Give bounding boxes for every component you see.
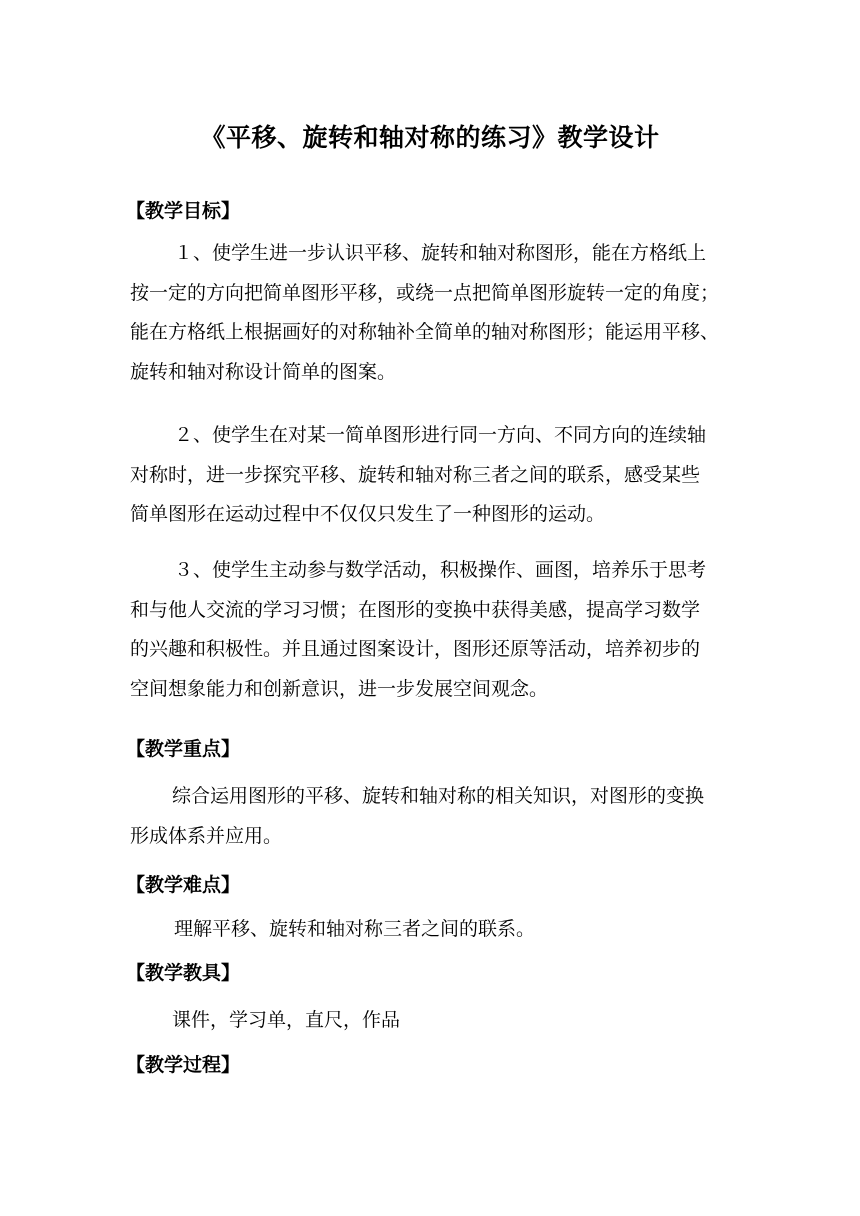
heading-objectives: 【教学目标】 — [126, 200, 241, 222]
paragraph-line: ３、使学生主动参与数学活动，积极操作、画图，培养乐于思考 — [174, 559, 707, 581]
paragraph-line: 简单图形在运动过程中不仅仅只发生了一种图形的运动。 — [130, 503, 606, 525]
paragraph-line: 对称时，进一步探究平移、旋转和轴对称三者之间的联系，感受某些 — [130, 463, 701, 486]
tools-text: 课件，学习单，直尺，作品 — [172, 1009, 401, 1031]
paragraph-line: 的兴趣和积极性。并且通过图案设计，图形还原等活动，培养初步的 — [130, 638, 701, 660]
paragraph-line: １、使学生进一步认识平移、旋转和轴对称图形，能在方格纸上 — [174, 242, 707, 264]
objectives-paragraph-1 — [130, 234, 740, 392]
objectives-paragraph-3 — [130, 551, 740, 709]
heading-process: 【教学过程】 — [126, 1054, 241, 1076]
key-points-paragraph — [130, 777, 740, 856]
document-title: 《平移、旋转和轴对称的练习》教学设计 — [200, 123, 660, 152]
paragraph-line: 综合运用图形的平移、旋转和轴对称的相关知识，对图形的变换 — [172, 785, 705, 807]
difficulties-text: 理解平移、旋转和轴对称三者之间的联系。 — [174, 918, 536, 940]
paragraph-line: 空间想象能力和创新意识，进一步发展空间观念。 — [130, 677, 549, 700]
paragraph-line: 能在方格纸上根据画好的对称轴补全简单的轴对称图形；能运用平移、 — [130, 321, 720, 343]
paragraph-line: 形成体系并应用。 — [130, 824, 283, 847]
heading-key-points: 【教学重点】 — [126, 738, 241, 760]
paragraph-line: 和与他人交流的学习习惯；在图形的变换中获得美感，提高学习数学 — [130, 598, 701, 621]
paragraph-line: 旋转和轴对称设计简单的图案。 — [130, 360, 397, 383]
paragraph-line: ２、使学生在对某一简单图形进行同一方向、不同方向的连续轴 — [174, 424, 707, 446]
objectives-paragraph-2 — [130, 416, 740, 535]
paragraph-line: 按一定的方向把简单图形平移，或绕一点把简单图形旋转一定的角度； — [130, 281, 720, 304]
heading-difficulties: 【教学难点】 — [126, 874, 241, 896]
heading-tools: 【教学教具】 — [126, 962, 241, 984]
